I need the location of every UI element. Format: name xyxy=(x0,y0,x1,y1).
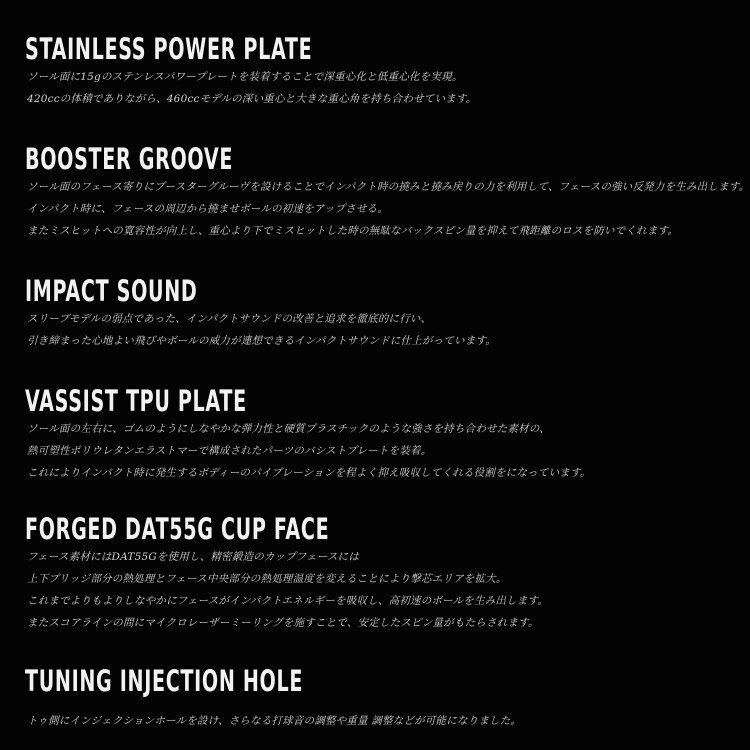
section-text-line: ソール面の左右に、ゴムのようにしなやかな弾力性と硬質プラスチックのような強さを持ち合わせた素材の、 xyxy=(27,423,550,435)
section-title: STAINLESS POWER PLATE xyxy=(25,32,313,66)
section-text-line: またスコアラインの間にマイクロレーザーミーリングを施すことで、安定したスピン量がもたらされます。 xyxy=(27,617,539,629)
section-text-line: ソール面のフェース寄りにブースターグルーヴを設けることでインパクト時の撓みと撓み戻りの力を利用して、フェースの強い反発力を生み出します。 xyxy=(27,181,750,193)
section-body xyxy=(25,176,750,242)
section-text-line: これによりインパクト時に発生するボディーのバイブレーションを程よく抑え吸収してくれる役割をになっています。 xyxy=(27,467,591,479)
section-text-line: 420ccの体積でありながら、460ccモデルの深い重心と大きな重心角を持ち合わせています。 xyxy=(27,93,477,105)
section-text-line: インパクト時に、フェースの周辺から撓ませボールの初速をアップさせる。 xyxy=(27,203,389,215)
section-title: VASSIST TPU PLATE xyxy=(25,384,247,418)
section-title: BOOSTER GROOVE xyxy=(25,142,234,176)
section-text-line: フェース素材にはDAT55Gを使用し、精密鍛造のカップフェースには xyxy=(27,551,360,563)
section-title: IMPACT SOUND xyxy=(25,274,198,308)
section-title: TUNING INJECTION HOLE xyxy=(25,664,304,698)
section-text-line: トゥ側にインジェクションホールを設け、さらなる打球音の調整や重量 調整などが可能になりました。 xyxy=(27,715,522,727)
feature-section xyxy=(25,274,740,352)
section-text-line: 上下ブリッジ部分の熱処理とフェース中央部分の熱処理温度を変えることにより撃芯エリアを拡大。 xyxy=(27,573,507,585)
section-body xyxy=(25,546,740,634)
section-body xyxy=(25,710,740,732)
feature-section xyxy=(25,512,740,634)
feature-section xyxy=(25,664,740,732)
section-text-line: スリーブモデルの弱点であった、インパクトサウンドの改善と追求を徹底的に行い、 xyxy=(27,313,432,325)
feature-section xyxy=(25,384,740,484)
section-body xyxy=(25,308,740,352)
section-body xyxy=(25,418,740,484)
section-body xyxy=(25,66,740,110)
section-text-line: これまでよりもよりしなやかにフェースがインパクトエネルギーを吸収し、高初速のボールを生み出します。 xyxy=(27,595,549,607)
section-text-line: またミスヒットへの寛容性が向上し、重心より下でミスヒットした時の無駄なバックスピン量を抑えて飛距離のロスを防いでくれます。 xyxy=(27,225,679,237)
feature-section xyxy=(25,32,740,110)
section-text-line: 引き締まった心地よい飛びやボールの威力が連想できるインパクトサウンドに仕上がっています。 xyxy=(27,335,497,347)
feature-section xyxy=(25,142,750,242)
section-text-line: 熱可塑性ポリウレタンエラストマーで構成されたパーツのバシストプレートを装着。 xyxy=(27,445,432,457)
section-title: FORGED DAT55G CUP FACE xyxy=(25,512,330,546)
section-text-line: ソール面に15gのステンレスパワープレートを装着することで深重心化と低重心化を実現。 xyxy=(27,71,463,83)
